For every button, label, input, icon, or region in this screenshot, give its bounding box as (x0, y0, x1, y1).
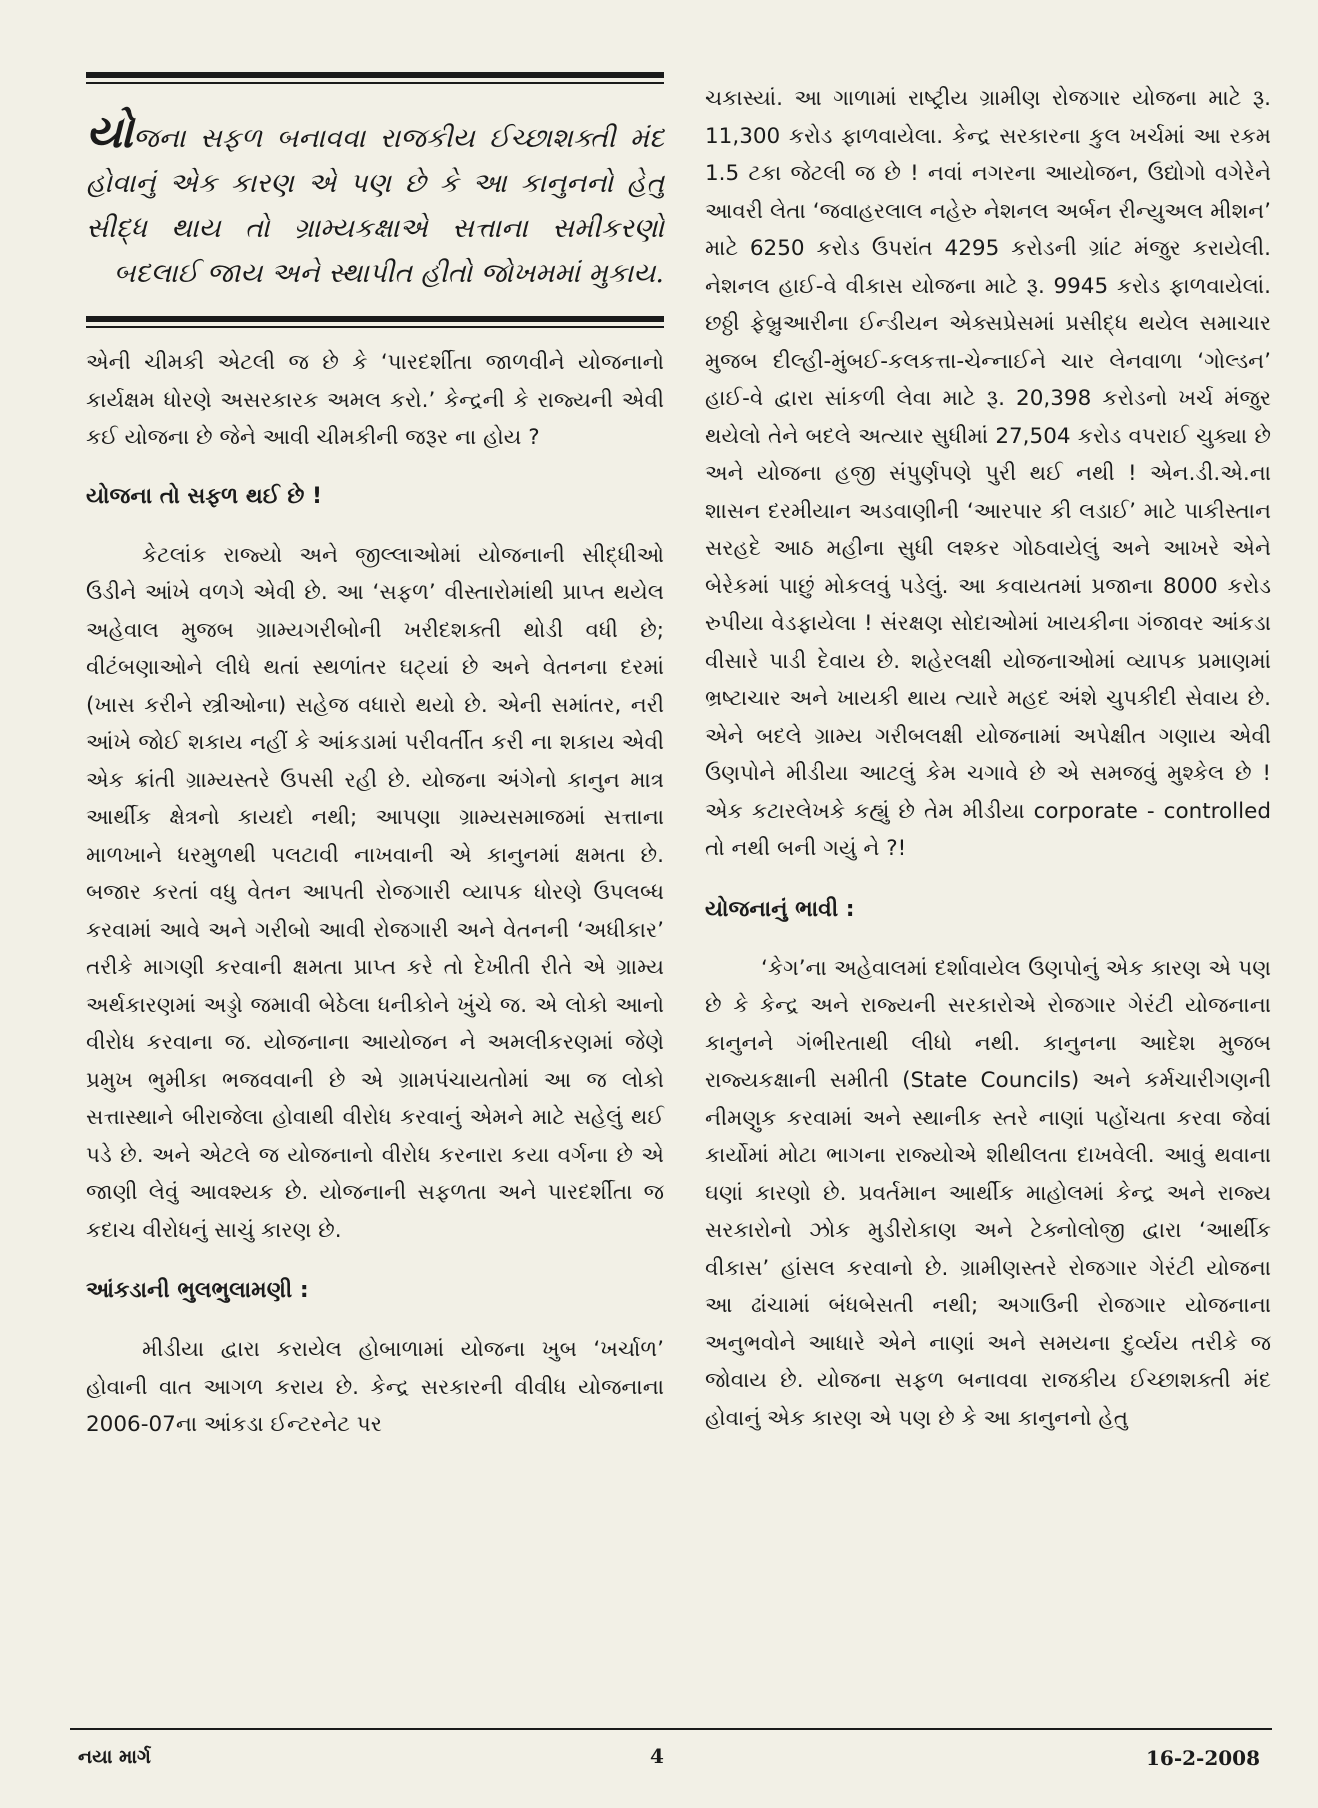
pullquote-text: જના સફળ બનાવવા રાજકીય ઈચ્છાશક્તી મંદ હોવાનું એક કારણ એ પણ છે કે આ કાનુનનો હેતુ સીદ્ધ થાય તો ગ્રામ્યકક્ષાએ સત્તાના સમીકરણો બદલાઈ જાય અને સ્થાપીત હીતો જોખમમાં મુકાય. (86, 123, 664, 289)
footer-publication: નયા માર્ગ (78, 1746, 151, 1768)
future-paragraph: ‘કેગ’ના અહેવાલમાં દર્શાવાયેલ ઉણપોનું એક કારણ એ પણ છે કે કેન્દ્ર અને રાજ્યની સરકારોએ રોજગાર ગેરંટી યોજનાના કાનુનને ગંભીરતાથી લીધો નથી. કાનુનના આદેશ મુજબ રાજ્યકક્ષાની સમીતી (State Councils) અને કર્મચારીગણની નીમણુક કરવામાં અને સ્થાનીક સ્તરે નાણાં પહોંચતા કરવા જેવાં કાર્યોમાં મોટા ભાગના રાજ્યોએ શીથીલતા દાખવેલી. આવું થવાના ઘણાં કારણો છે. પ્રવર્તમાન આર્થીક માહોલમાં કેન્દ્ર અને રાજ્ય સરકારોનો ઝોક મુડીરોકાણ અને ટેક્નોલોજી દ્વારા ‘આર્થીક વીકાસ’ હાંસલ કરવાનો છે. ગ્રામીણસ્તરે રોજગાર ગેરંટી યોજના આ ઢાંચામાં બંધબેસતી નથી; અગાઉની રોજગાર યોજનાના અનુભવોને આધારે એને નાણાં અને સમયના દુર્વ્યય તરીકે જ જોવાય છે. યોજના સફળ બનાવવા રાજકીય ઈચ્છાશક્તી મંદ હોવાનું એક કારણ એ પણ છે કે આ કાનુનનો હેતુ (705, 955, 1271, 1431)
pullquote-top-rule-thin (86, 82, 664, 84)
section-heading-figures: આંકડાની ભુલભુલામણી : (86, 1278, 309, 1303)
pullquote (86, 107, 664, 296)
footer-date: 16-2-2008 (1145, 1746, 1260, 1770)
right-column (705, 80, 1271, 1437)
figures-paragraph-continued: ચકાસ્યાં. આ ગાળામાં રાષ્ટ્રીય ગ્રામીણ રોજગાર યોજના માટે રૂ. 11,300 કરોડ ફાળવાયેલા. કેન્દ્ર સરકારના કુલ ખર્ચમાં આ રકમ 1.5 ટકા જેટલી જ છે ! નવાં નગરના આયોજન, ઉદ્યોગો વગેરેને આવરી લેતા ‘જવાહરલાલ નહેરુ નેશનલ અર્બન રીન્યુઅલ મીશન’ માટે 6250 કરોડ ઉપરાંત 4295 કરોડની ગ્રાંટ મંજુર કરાયેલી. નેશનલ હાઈ-વે વીકાસ યોજના માટે રૂ. 9945 કરોડ ફાળવાયેલાં. છઠ્ઠી ફેબ્રુઆરીના ઈન્ડીયન એક્સપ્રેસમાં પ્રસીદ્ધ થયેલ સમાચાર મુજબ દીલ્હી-મુંબઈ-કલકત્તા-ચેન્નાઈને ચાર લેનવાળા ‘ગોલ્ડન’ હાઈ-વે દ્વારા સાંકળી લેવા માટે રૂ. 20,398 કરોડનો ખર્ચ મંજુર થયેલો તેને બદલે અત્યાર સુધીમાં 27,504 કરોડ વપરાઈ ચુક્યા છે અને યોજના હજી સંપુર્ણપણે પુરી થઈ નથી ! એન.ડી.એ.ના શાસન દરમીયાન અડવાણીની ‘આરપાર કી લડાઈ’ માટે પાકીસ્તાન સરહદે આઠ મહીના સુધી લશ્કર ગોઠવાયેલું અને આખરે એને બેરેકમાં પાછું મોકલવું પડેલું. આ કવાયતમાં પ્રજાના 8000 કરોડ રુપીયા વેડફાયેલા ! સંરક્ષણ સોદાઓમાં ખાયકીના ગંજાવર આંકડા વીસારે પાડી દેવાય છે. શહેરલક્ષી યોજનાઓમાં વ્યાપક પ્રમાણમાં ભ્રષ્ટાચાર અને ખાયકી થાય ત્યારે મહદ અંશે ચુપકીદી સેવાય છે. એને બદલે ગ્રામ્ય ગરીબલક્ષી યોજનામાં અપેક્ષીત ગણાય એવી ઉણપોને મીડીયા આટલું કેમ ચગાવે છે એ સમજવું મુશ્કેલ છે ! એક કટારલેખકે કહ્યું છે તેમ મીડીયા corporate - controlled તો નથી બની ગયું ને ?! (705, 86, 1271, 861)
pullquote-bottom-rule-thin (86, 326, 664, 328)
pullquote-bottom-rule (86, 316, 664, 322)
intro-paragraph: એની ચીમકી એટલી જ છે કે ‘પારદર્શીતા જાળવીને યોજનાનો કાર્યક્ષમ ધોરણે અસરકારક અમલ કરો.’ કેન્દ્રની કે રાજ્યની એવી કઈ યોજના છે જેને આવી ચીમકીની જરૂર ના હોય ? (86, 350, 664, 450)
success-paragraph: કેટલાંક રાજ્યો અને જીલ્લાઓમાં યોજનાની સીદ્ધીઓ ઉડીને આંખે વળગે એવી છે. આ ‘સફળ’ વીસ્તારોમાંથી પ્રાપ્ત થયેલ અહેવાલ મુજબ ગ્રામ્યગરીબોની ખરીદશક્તી થોડી વધી છે; વીટંબણાઓને લીધે થતાં સ્થળાંતર ઘટ્યાં છે અને વેતનના દરમાં (ખાસ કરીને સ્ત્રીઓના) સહેજ વધારો થયો છે. એની સમાંતર, નરી આંખે જોઈ શકાય નહીં કે આંકડામાં પરીવર્તીત કરી ના શકાય એવી એક ક્રાંતી ગ્રામ્યસ્તરે ઉપસી રહી છે. યોજના અંગેનો કાનુન માત્ર આર્થીક ક્ષેત્રનો કાયદો નથી; આપણા ગ્રામ્યસમાજમાં સત્તાના માળખાને ધરમુળથી પલટાવી નાખવાની એ કાનુનમાં ક્ષમતા છે. બજાર કરતાં વધુ વેતન આપતી રોજગારી વ્યાપક ધોરણે ઉપલબ્ધ કરવામાં આવે અને ગરીબો આવી રોજગારી અને વેતનની ‘અધીકાર’ તરીકે માગણી કરવાની ક્ષમતા પ્રાપ્ત કરે તો દેખીતી રીતે એ ગ્રામ્ય અર્થકારણમાં અડ્ડો જમાવી બેઠેલા ધનીકોને ખુંચે જ. એ લોકો આનો વીરોધ કરવાના જ. યોજનાના આયોજન ને અમલીકરણમાં જેણે પ્રમુખ ભુમીકા ભજવવાની છે એ ગ્રામપંચાયતોમાં આ જ લોકો સત્તાસ્થાને બીરાજેલા હોવાથી વીરોધ કરવાનું એમને માટે સહેલું થઈ પડે છે. અને એટલે જ યોજનાનો વીરોધ કરનારા કયા વર્ગના છે એ જાણી લેવું આવશ્યક છે. યોજનાની સફળતા અને પારદર્શીતા જ કદાચ વીરોધનું સાચું કારણ છે. (86, 542, 664, 1243)
section-heading-future: યોજનાનું ભાવી : (705, 896, 855, 922)
footer-page-number: 4 (650, 1744, 664, 1768)
left-column (86, 72, 664, 1444)
pullquote-dropcap: યો (86, 107, 134, 158)
figures-paragraph: મીડીયા દ્વારા કરાયેલ હોબાળામાં યોજના ખુબ ‘ખર્ચાળ’ હોવાની વાત આગળ કરાય છે. કેન્દ્ર સરકારની વીવીધ યોજનાના 2006-07ના આંકડા ઈન્ટરનેટ પર (86, 1337, 664, 1437)
section-heading-success: યોજના તો સફળ થઈ છે ! (86, 483, 323, 509)
pullquote-top-rule (86, 72, 664, 78)
footer-rule (70, 1728, 1272, 1730)
